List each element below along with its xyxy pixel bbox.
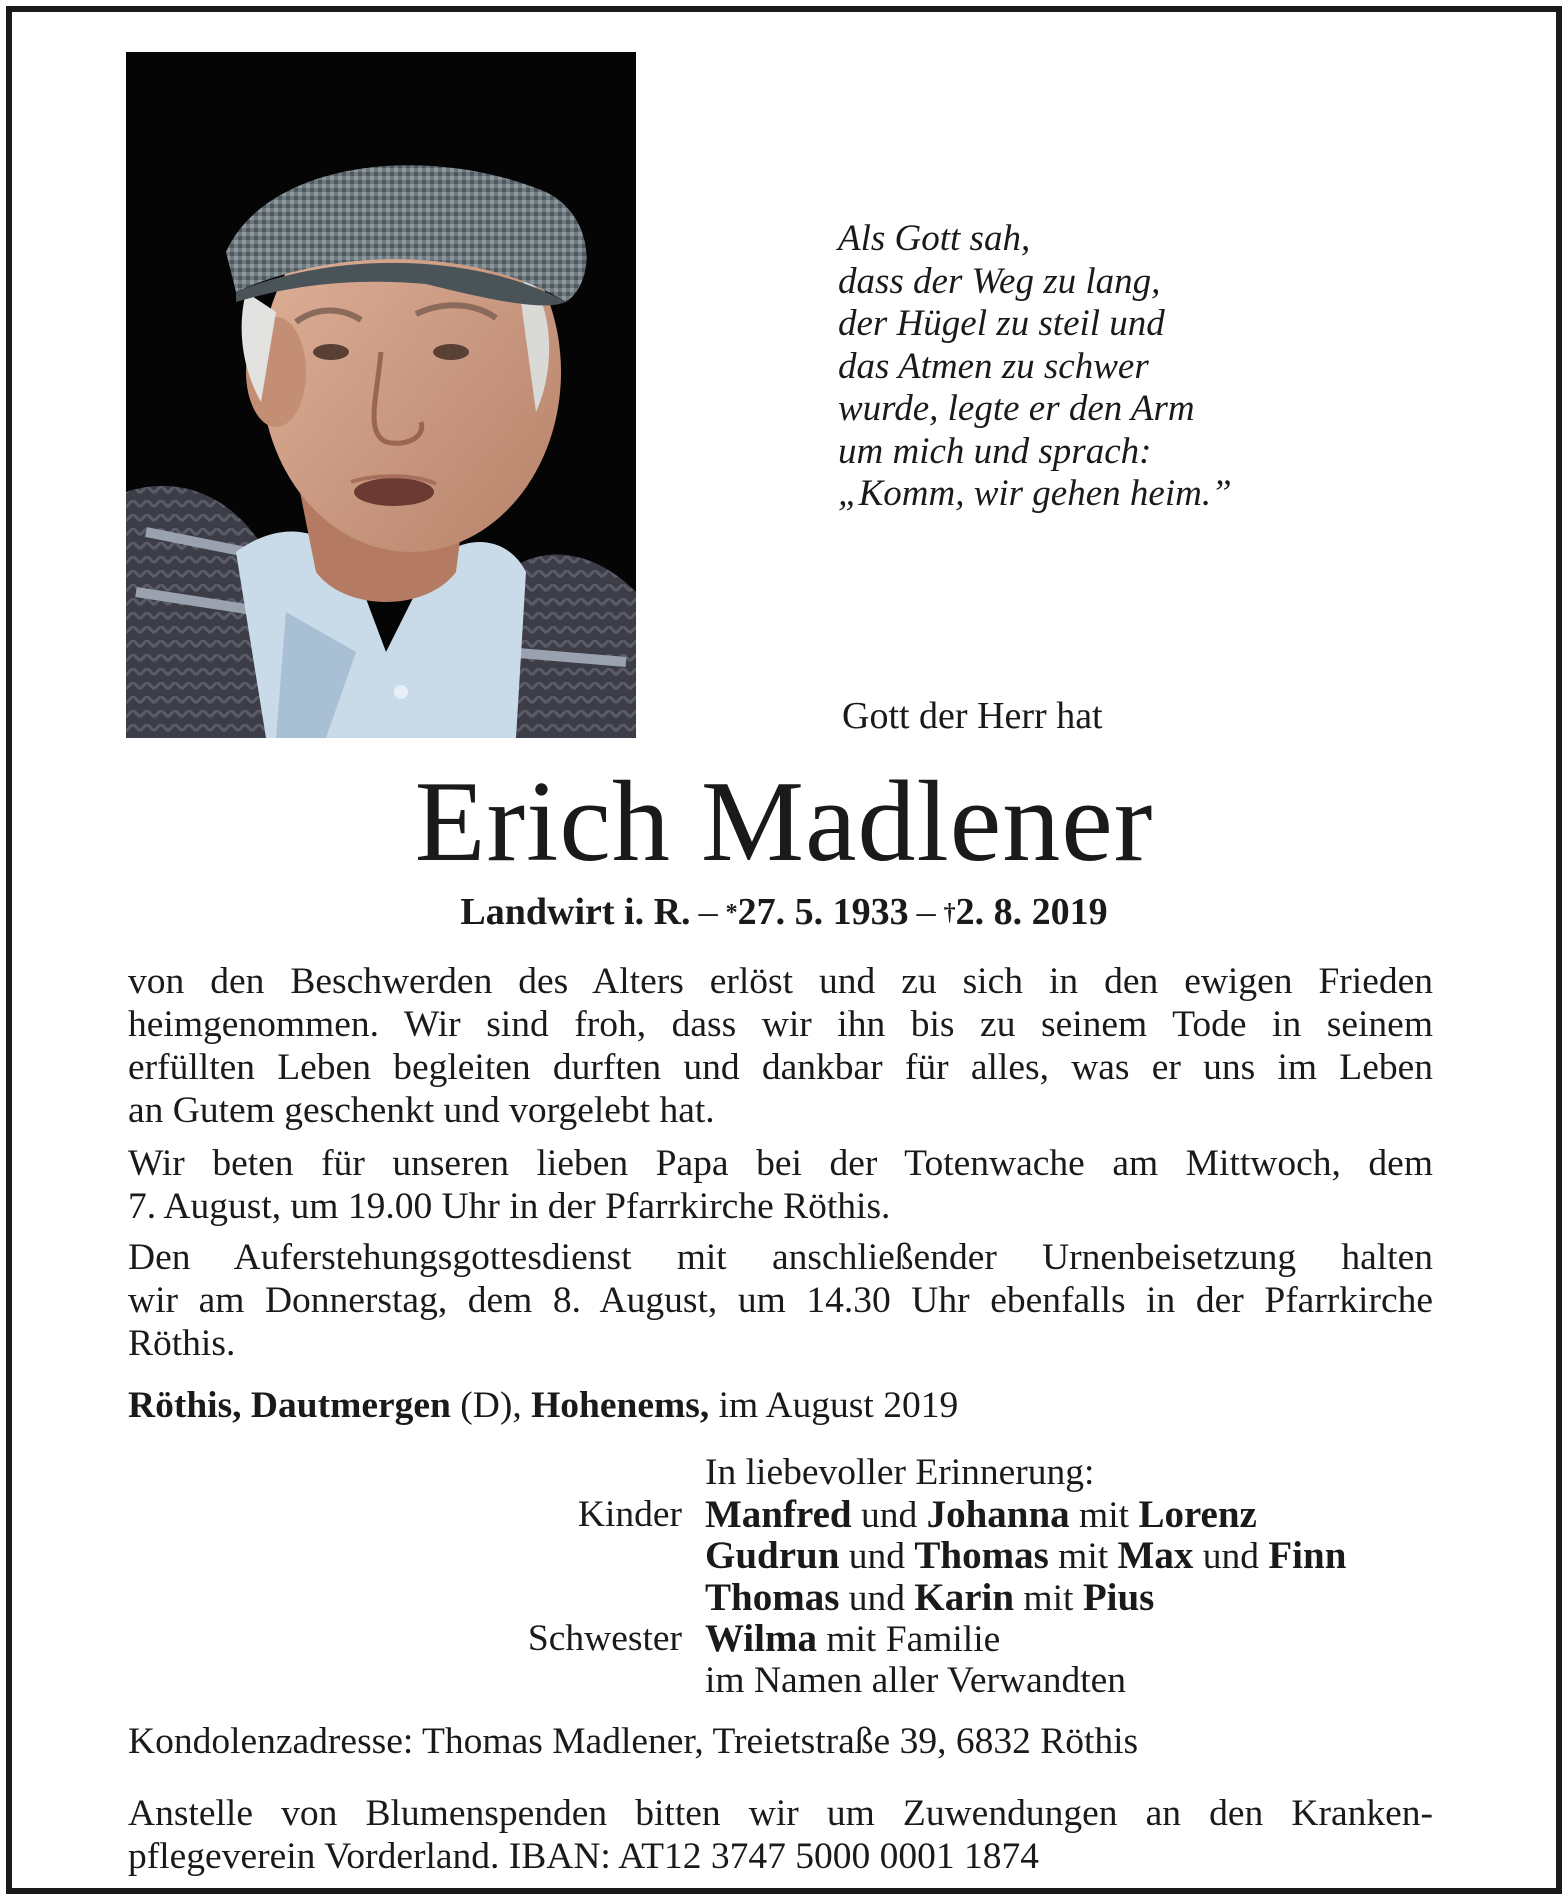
donation-line: pflegeverein Vorderland. IBAN: AT12 3747 5000 0001 1874 <box>128 1836 1039 1877</box>
mourners-list <box>0 1452 1568 1701</box>
mourner-name: Karin <box>914 1575 1015 1619</box>
quote-line: um mich und sprach: <box>838 430 1152 472</box>
donation-note <box>128 1792 1433 1878</box>
announcement-paragraph <box>128 960 1433 1132</box>
place-town: Hohenems, <box>531 1385 710 1426</box>
sister-label: Schwester <box>527 1618 682 1659</box>
dash: – <box>698 891 718 933</box>
quote-line: Als Gott sah, <box>838 218 1031 259</box>
place-and-date <box>128 1384 1433 1427</box>
mourner-name: Wilma <box>705 1617 817 1660</box>
children-label: Kinder <box>577 1493 682 1535</box>
paragraph-line: Wir beten für unseren lieben Papa bei der Totenwache am Mittwoch, dem <box>128 1143 1433 1184</box>
paragraph-line: wir am Donnerstag, dem 8. August, um 14.30 Uhr ebenfalls in der Pfarrkirche <box>128 1280 1433 1321</box>
sister-line <box>705 1618 1000 1661</box>
portrait-illustration <box>126 52 636 738</box>
conjunction: mit <box>1014 1577 1083 1619</box>
place-country: (D), <box>450 1385 532 1426</box>
child-family-line <box>705 1577 1154 1620</box>
conjunction: und <box>1193 1536 1269 1577</box>
quote-line: der Hügel zu steil und <box>838 303 1165 344</box>
paragraph-line: erfüllten Leben begleiten durften und dankbar für alles, was er uns im Leben <box>128 1047 1433 1088</box>
conjunction: und <box>839 1577 915 1619</box>
condolence-text: Kondolenzadresse: Thomas Madlener, Treietstraße 39, 6832 Röthis <box>128 1721 1139 1762</box>
place-date: im August 2019 <box>709 1385 959 1426</box>
paragraph-line: an Gutem geschenkt und vorgelebt hat. <box>128 1090 715 1131</box>
portrait-photo <box>126 52 636 738</box>
paragraph-line: Den Auferstehungsgottesdienst mit anschließender Urnenbeisetzung halten <box>128 1237 1433 1278</box>
mourner-name: Thomas <box>914 1534 1049 1577</box>
quote-verse <box>838 218 1478 516</box>
mourner-name: Manfred <box>705 1492 852 1536</box>
life-dates <box>0 890 1568 934</box>
child-family-line <box>705 1535 1346 1578</box>
conjunction: und <box>851 1494 927 1536</box>
conjunction: mit <box>1048 1536 1118 1577</box>
birth-date: 27. 5. 1933 <box>737 891 909 933</box>
funeral-paragraph <box>128 1236 1433 1365</box>
mourner-name: Finn <box>1268 1534 1347 1577</box>
died-symbol: † <box>943 900 956 926</box>
mourner-name: Johanna <box>926 1492 1070 1536</box>
paragraph-line: heimgenommen. Wir sind froh, dass wir ihn bis zu seinem Tode in seinem <box>128 1004 1433 1045</box>
paragraph-line: 7. August, um 19.00 Uhr in der Pfarrkirche Röthis. <box>128 1186 891 1227</box>
born-symbol: * <box>725 900 738 926</box>
remembrance-line: In liebevoller Erinnerung: <box>705 1452 1095 1493</box>
child-family-line <box>705 1494 1257 1537</box>
place-town: Röthis, Dautmergen <box>128 1385 451 1426</box>
condolence-address <box>128 1720 1433 1763</box>
quote-line: „Komm, wir gehen heim.” <box>838 473 1232 514</box>
donation-line: Anstelle von Blumenspenden bitten wir um Zuwendungen an den Kranken- <box>128 1793 1433 1834</box>
quote-line: das Atmen zu schwer <box>838 345 1149 387</box>
mourner-name: Gudrun <box>705 1534 840 1577</box>
conjunction: und <box>839 1536 915 1577</box>
intro-text: Gott der Herr hat <box>842 695 1103 737</box>
conjunction: mit <box>1069 1494 1139 1536</box>
paragraph-line: von den Beschwerden des Alters erlöst und zu sich in den ewigen Frieden <box>128 961 1433 1002</box>
mourner-name: Lorenz <box>1138 1492 1257 1536</box>
vigil-paragraph <box>128 1142 1433 1228</box>
relatives-line: im Namen aller Verwandten <box>705 1659 1127 1701</box>
death-date: 2. 8. 2019 <box>955 891 1108 933</box>
mourner-name: Max <box>1117 1534 1194 1577</box>
paragraph-line: Röthis. <box>128 1323 236 1364</box>
dash: – <box>916 891 936 933</box>
quote-line: wurde, legte er den Arm <box>838 388 1195 429</box>
sister-suffix: mit Familie <box>816 1619 1001 1660</box>
occupation: Landwirt i. R. <box>460 891 691 933</box>
quote-line: dass der Weg zu lang, <box>838 260 1161 302</box>
mourner-name: Thomas <box>705 1575 840 1619</box>
deceased-name: Erich Madlener <box>414 758 1154 886</box>
mourner-name: Pius <box>1082 1575 1155 1619</box>
